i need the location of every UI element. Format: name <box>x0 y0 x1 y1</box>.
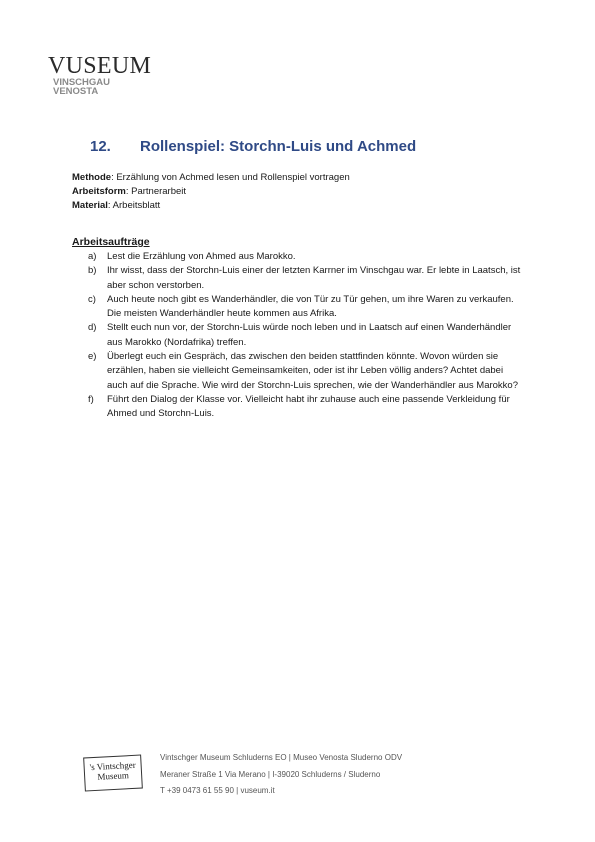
list-item <box>72 393 522 422</box>
list-item <box>72 350 522 393</box>
task-list <box>72 250 522 422</box>
task-label: d) <box>88 322 97 334</box>
list-item <box>72 321 522 350</box>
material-value: : Arbeitsblatt <box>107 200 161 211</box>
task-text: Stellt euch nun vor, der Storchn-Luis würde noch leben und in Laatsch auf einen Wanderhändler aus Marokko (Nordafrika) treffen. <box>107 322 512 348</box>
task-label: b) <box>88 265 97 277</box>
meta-material <box>72 199 350 213</box>
footer-line-2: Meraner Straße 1 Via Merano | I-39020 Schluderns / Sluderno <box>160 769 381 779</box>
page-title <box>90 138 416 155</box>
footer-line-1: Vintschger Museum Schluderns EO | Museo Venosta Sluderno ODV <box>160 753 403 762</box>
museum-stamp-logo <box>83 755 143 792</box>
meta-info <box>72 171 350 213</box>
task-text: Lest die Erzählung von Ahmed aus Marokko. <box>107 251 296 262</box>
stamp-line-1: 's Vintschger <box>89 759 136 773</box>
footer-address <box>160 750 402 800</box>
meta-methode <box>72 171 350 185</box>
task-text: Führt den Dialog der Klasse vor. Vielleicht habt ihr zuhause auch eine passende Verkleidung für Ahmed und Storchn-Luis. <box>107 393 510 420</box>
task-text: Ihr wisst, dass der Storchn-Luis einer der letzten Karrner im Vinschgau war. Er lebte in Laatsch, ist aber schon verstorben. <box>107 265 521 291</box>
list-item <box>72 264 522 293</box>
task-label: e) <box>88 351 97 363</box>
task-label: a) <box>88 251 97 262</box>
methode-value: : Erzählung von Achmed lesen und Rollenspiel vortragen <box>111 172 350 183</box>
footer <box>84 750 402 800</box>
footer-line-3: T +39 0473 61 55 90 | vuseum.it <box>160 786 275 795</box>
logo-wordmark: VUSEUM <box>48 53 152 79</box>
vuseum-logo <box>48 54 151 96</box>
title-text: Rollenspiel: Storchn-Luis und Achmed <box>140 138 417 155</box>
task-text: Auch heute noch gibt es Wanderhändler, die von Tür zu Tür gehen, um ihre Waren zu verkaufen. Die meisten Wanderhändler heute kommen aus Afrika. <box>107 293 514 320</box>
list-item <box>72 250 522 264</box>
task-label: c) <box>88 293 96 305</box>
section-title: Arbeitsaufträge <box>72 236 150 248</box>
meta-arbeitsform <box>72 185 350 199</box>
arbeitsform-value: : Partnerarbeit <box>125 186 187 197</box>
logo-subline-1: VINSCHGAU <box>53 77 111 88</box>
task-label: f) <box>88 393 94 405</box>
material-label: Material <box>72 200 108 211</box>
arbeitsform-label: Arbeitsform <box>72 186 126 197</box>
list-item <box>72 293 522 322</box>
methode-label: Methode <box>72 172 112 183</box>
title-number: 12. <box>90 138 111 155</box>
stamp-line-2: Museum <box>97 770 130 782</box>
task-text: Überlegt euch ein Gespräch, das zwischen den beiden stattfinden könnte. Wovon würden sie erzählen, haben sie vielleicht Gemeinsamkeiten, oder ist ihr Leben völlig anders? Achtet dabei auch auf die Sprache. Wie wird der Storchn-Luis sprechen, wie der Wanderhändler aus Marokko? <box>107 351 518 391</box>
logo-subline-2: VENOSTA <box>53 86 99 97</box>
